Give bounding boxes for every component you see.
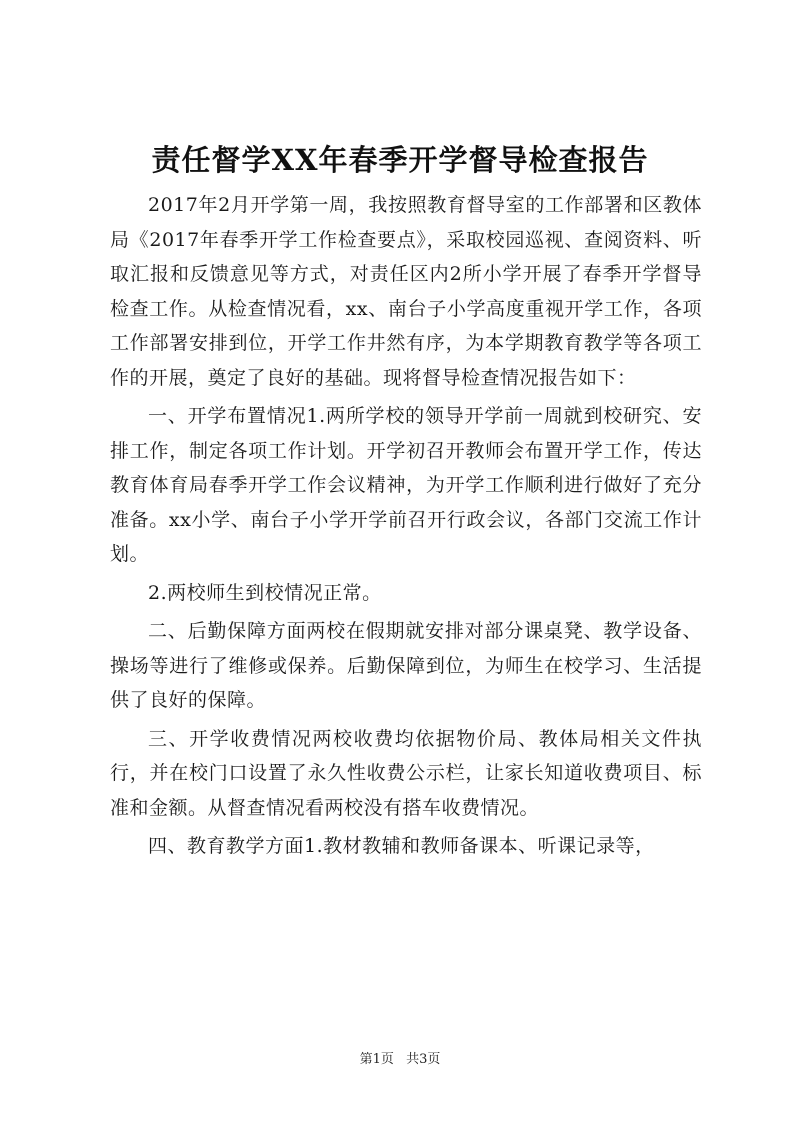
paragraph-section-2: 二、后勤保障方面两校在假期就安排对部分课桌凳、教学设备、操场等进行了维修或保养。后勤保障到位，为师生在校学习、生活提供了良好的保障。 (110, 620, 702, 711)
document-title: 责任督学XX年春季开学督导检查报告 (151, 143, 649, 177)
page-number: 第1页 (359, 1052, 394, 1067)
page-total: 共3页 (406, 1052, 441, 1067)
paragraph-section-1-item-2: 2.两校师生到校情况正常。 (148, 581, 382, 604)
paragraph-section-1: 一、开学布置情况1.两所学校的领导开学前一周就到校研究、安排工作，制定各项工作计划。开学初召开教师会布置开学工作，传达教育体育局春季开学工作会议精神，为开学工作顺利进行做好了充分准备。xx小学、南台子小学开学前召开行政会议，各部门交流工作计划。 (110, 405, 702, 565)
document-body (110, 188, 702, 864)
paragraph-section-3: 三、开学收费情况两校收费均依据物价局、教体局相关文件执行，并在校门口设置了永久性收费公示栏，让家长知道收费项目、标准和金额。从督查情况看两校没有搭车收费情况。 (110, 727, 702, 819)
paragraph-intro: 2017年2月开学第一周，我按照教育督导室的工作部署和区教体局《2017年春季开学工作检查要点》，采取校园巡视、查阅资料、听取汇报和反馈意见等方式，对责任区内2所小学开展了春季开学督导检查工作。从检查情况看，xx、南台子小学高度重视开学工作，各项工作部署安排到位，开学工作井然有序，为本学期教育教学等各项工作的开展，奠定了良好的基础。现将督导检查情况报告如下： (110, 194, 702, 389)
page-footer (0, 1051, 800, 1069)
paragraph-section-4: 四、教育教学方面1.教材教辅和教师备课本、听课记录等， (148, 835, 655, 857)
